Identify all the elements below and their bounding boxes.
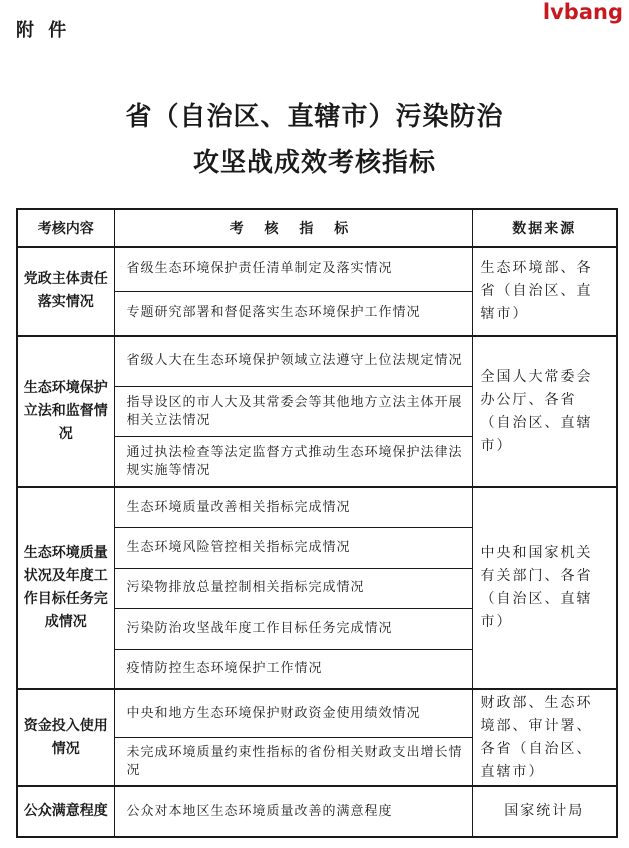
category-cell: 党政主体责任落实情况 xyxy=(17,247,114,336)
source-cell: 中央和国家机关有关部门、各省（自治区、直辖市） xyxy=(472,487,617,689)
document-title-line-2: 攻坚战成效考核指标 xyxy=(192,148,436,178)
source-cell: 全国人大常委会办公厅、各省（自治区、直辖市） xyxy=(472,336,617,488)
indicator-cell: 未完成环境质量约束性指标的省份相关财政支出增长情况 xyxy=(114,738,472,786)
table-row xyxy=(17,689,617,737)
indicator-cell: 生态环境质量改善相关指标完成情况 xyxy=(114,487,472,527)
indicator-cell: 指导设区的市人大及其常委会等其他地方立法主体开展相关立法情况 xyxy=(114,386,472,437)
document-title-line-1: 省（自治区、直辖市）污染防治 xyxy=(125,102,504,132)
indicator-cell: 专题研究部署和督促落实生态环境保护工作情况 xyxy=(114,291,472,335)
source-cell: 国家统计局 xyxy=(472,786,617,837)
table-header-row xyxy=(17,209,617,247)
table-row xyxy=(17,336,617,387)
table-row xyxy=(17,786,617,837)
indicator-cell: 生态环境风险管控相关指标完成情况 xyxy=(114,528,472,568)
source-cell: 财政部、生态环境部、审计署、各省（自治区、直辖市） xyxy=(472,689,617,786)
indicator-cell: 通过执法检查等法定监督方式推动生态环境保护法律法规实施等情况 xyxy=(114,437,472,488)
indicator-cell: 污染防治攻坚战年度工作目标任务完成情况 xyxy=(114,609,472,649)
indicator-cell: 中央和地方生态环境保护财政资金使用绩效情况 xyxy=(114,689,472,737)
assessment-indicator-table xyxy=(16,208,618,838)
header-data-source: 数据来源 xyxy=(472,209,617,247)
watermark-logo: lvbang xyxy=(542,0,623,24)
table-row xyxy=(17,247,617,291)
indicator-cell: 疫情防控生态环境保护工作情况 xyxy=(114,649,472,689)
indicator-cell: 污染物排放总量控制相关指标完成情况 xyxy=(114,568,472,608)
category-cell: 生态环境质量状况及年度工作目标任务完成情况 xyxy=(17,487,114,689)
indicator-cell: 省级人大在生态环境保护领域立法遵守上位法规定情况 xyxy=(114,336,472,387)
table-row xyxy=(17,487,617,527)
annex-label: 附 件 xyxy=(16,20,71,41)
category-cell: 生态环境保护立法和监督情况 xyxy=(17,336,114,488)
source-cell: 生态环境部、各省（自治区、直辖市） xyxy=(472,247,617,336)
indicator-cell: 公众对本地区生态环境质量改善的满意程度 xyxy=(114,786,472,837)
indicator-cell: 省级生态环境保护责任清单制定及落实情况 xyxy=(114,247,472,291)
header-indicator: 考 核 指 标 xyxy=(114,209,472,247)
category-cell: 资金投入使用情况 xyxy=(17,689,114,786)
header-category: 考核内容 xyxy=(17,209,114,247)
category-cell: 公众满意程度 xyxy=(17,786,114,837)
